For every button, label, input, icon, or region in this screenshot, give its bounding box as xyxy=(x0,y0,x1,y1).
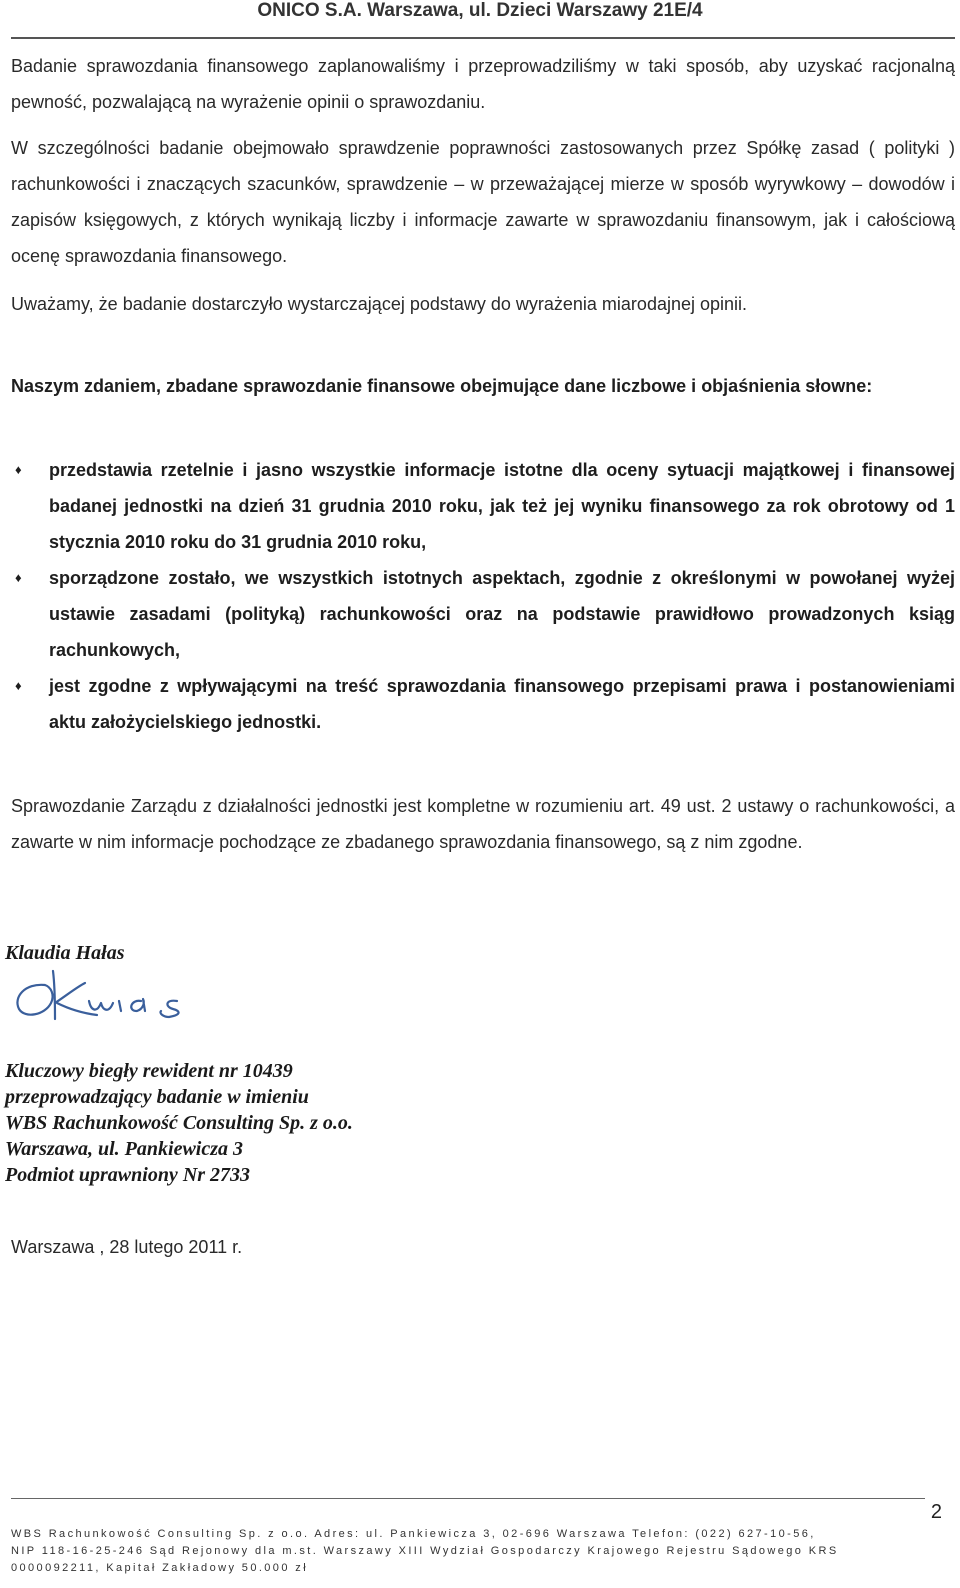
signatory-detail-line: Podmiot uprawniony Nr 2733 xyxy=(5,1164,251,1186)
page-number: 2 xyxy=(930,1501,942,1523)
diamond-bullet-icon: ♦ xyxy=(15,570,22,585)
opinion-point-text: jest zgodne z wpływającymi na treść sprawozdania finansowego przepisami prawa i postanowieniami aktu założycielskiego jednostki. xyxy=(49,676,955,732)
opinion-intro: Naszym zdaniem, zbadane sprawozdanie finansowe obejmujące dane liczbowe i objaśnienia słowne: xyxy=(11,376,873,396)
footer-line: 0000092211, Kapitał Zakładowy 50.000 zł xyxy=(11,1562,309,1574)
signatory-details xyxy=(5,1058,353,1188)
diamond-bullet-icon: ♦ xyxy=(15,462,22,477)
list-item xyxy=(11,452,955,560)
signatory-detail-line: WBS Rachunkowość Consulting Sp. z o.o. xyxy=(5,1112,353,1134)
paragraph-audit-planning: Badanie sprawozdania finansowego zaplanowaliśmy i przeprowadziliśmy w taki sposób, aby uzyskać racjonalną pewność, pozwalającą na wyrażenie opinii o sprawozdaniu. xyxy=(11,56,955,112)
signatory-detail-line: Warszawa, ul. Pankiewicza 3 xyxy=(5,1138,243,1160)
opinion-points-list xyxy=(11,452,955,740)
management-report-paragraph: Sprawozdanie Zarządu z działalności jednostki jest kompletne w rozumieniu art. 49 ust. 2 ustawy o rachunkowości, a zawarte w nim informacje pochodzące ze zbadanego sprawozdania finansowego, są z nim zgodne. xyxy=(11,796,955,852)
list-item xyxy=(11,560,955,668)
signatory-detail-line: Kluczowy biegły rewident nr 10439 xyxy=(5,1060,293,1082)
handwritten-signature xyxy=(5,965,205,1035)
footer-divider xyxy=(11,1498,925,1499)
place-and-date: Warszawa , 28 lutego 2011 r. xyxy=(11,1237,243,1257)
signatory-name: Klaudia Hałas xyxy=(5,942,125,964)
signatory-detail-line: przeprowadzający badanie w imieniu xyxy=(5,1086,309,1108)
footer-line: WBS Rachunkowość Consulting Sp. z o.o. Adres: ul. Pankiewicza 3, 02-696 Warszawa Telefon: (022) 627-10-56, xyxy=(11,1528,816,1540)
header-divider xyxy=(11,37,955,39)
list-item xyxy=(11,668,955,740)
paragraph-audit-basis: Uważamy, że badanie dostarczyło wystarczającej podstawy do wyrażenia miarodajnej opinii. xyxy=(11,294,748,314)
header-title: ONICO S.A. Warszawa, ul. Dzieci Warszawy 21E/4 xyxy=(257,0,703,21)
diamond-bullet-icon: ♦ xyxy=(15,678,22,693)
paragraph-audit-scope: W szczególności badanie obejmowało sprawdzenie poprawności zastosowanych przez Spółkę zasad ( polityki ) rachunkowości i znaczących szacunków, sprawdzenie – w przeważającej mierze w sposób wyrywkowy – dowodów i zapisów księgowych, z których wynikają liczby i informacje zawarte w sprawozdaniu finansowym, jak i całościową ocenę sprawozdania finansowego. xyxy=(11,138,955,266)
opinion-point-text: sporządzone zostało, we wszystkich istotnych aspektach, zgodnie z określonymi w powołanej wyżej ustawie zasadami (polityką) rachunkowości oraz na podstawie prawidłowo prowadzonych ksiąg rachunkowych, xyxy=(49,568,955,660)
opinion-point-text: przedstawia rzetelnie i jasno wszystkie informacje istotne dla oceny sytuacji majątkowej i finansowej badanej jednostki na dzień 31 grudnia 2010 roku, jak też jej wyniku finansowego za rok obrotowy od 1 stycznia 2010 roku do 31 grudnia 2010 roku, xyxy=(49,460,955,552)
footer-line: NIP 118-16-25-246 Sąd Rejonowy dla m.st. Warszawy XIII Wydział Gospodarczy Krajowego Rejestru Sądowego KRS xyxy=(11,1545,839,1557)
